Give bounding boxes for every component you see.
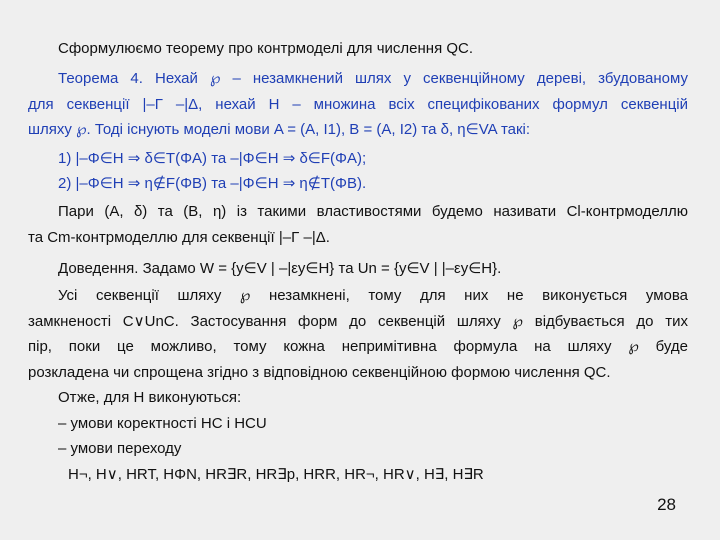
text-line: 2) |–Φ∈H ⇒ η∉F(ΦB) та –|Φ∈H ⇒ η∉T(ΦB). [58, 175, 367, 192]
text-line: Сформулюємо теорему про контрмоделі для числення QC. [58, 40, 474, 57]
text-line: розкладена чи спрощена згідно з відповідною секвенційною формою числення QC. [28, 363, 611, 381]
text-line: Доведення. Задамо W = {y∈V | –|εy∈H} та Un = {y∈V | |–εy∈H}. [58, 260, 502, 277]
text-line: – умови коректності HC і HCU [58, 414, 267, 432]
text-line: – умови переходу [58, 440, 182, 457]
theorem-paragraph [28, 66, 688, 143]
condition-2 [28, 171, 688, 197]
text-line: для секвенції |–Γ –|Δ, нехай H – множина всіх специфікованих формул секвенцій [28, 95, 688, 113]
text-line: H¬, H∨, HRT, HΦN, HR∃R, HR∃p, HRR, HR¬, HR∨, H∃, H∃R [68, 465, 484, 483]
proof-paragraph [28, 256, 688, 282]
text-line: Теорема 4. Нехай ℘ – незамкнений шлях у секвенційному дереві, збудованому [58, 70, 688, 87]
text-line: Отже, для H виконуються: [58, 389, 242, 406]
text-line: Усі секвенції шляху ℘ незамкнені, тому для них не виконується умова [58, 287, 688, 304]
text-line: 1) |–Φ∈H ⇒ δ∈T(ΦA) та –|Φ∈H ⇒ δ∈F(ΦA); [58, 150, 367, 167]
text-line: Пари (A, δ) та (B, η) із такими властивостями будемо називати Cl-контрмоделлю [58, 203, 688, 220]
condition-1 [28, 146, 688, 172]
page-number: 28 [657, 495, 676, 514]
text-line: пір, поки це можливо, тому кожна непримітивна формула на шляху ℘ буде [28, 338, 688, 355]
text-line: шляху ℘. Тоді існують моделі мови A = (A, I1), B = (A, I2) та δ, η∈VA такі: [28, 121, 531, 138]
text-line: та Cm-контрмоделлю для секвенції |–Γ –|Δ. [28, 228, 330, 246]
conclusion-paragraph [28, 385, 688, 487]
text-line: замкненості C∨UnC. Застосування форм до секвенцій шляху ℘ відбувається до тих [28, 312, 688, 330]
counter-model-paragraph [28, 199, 688, 250]
sequences-paragraph [28, 283, 688, 385]
intro-paragraph [28, 36, 688, 62]
